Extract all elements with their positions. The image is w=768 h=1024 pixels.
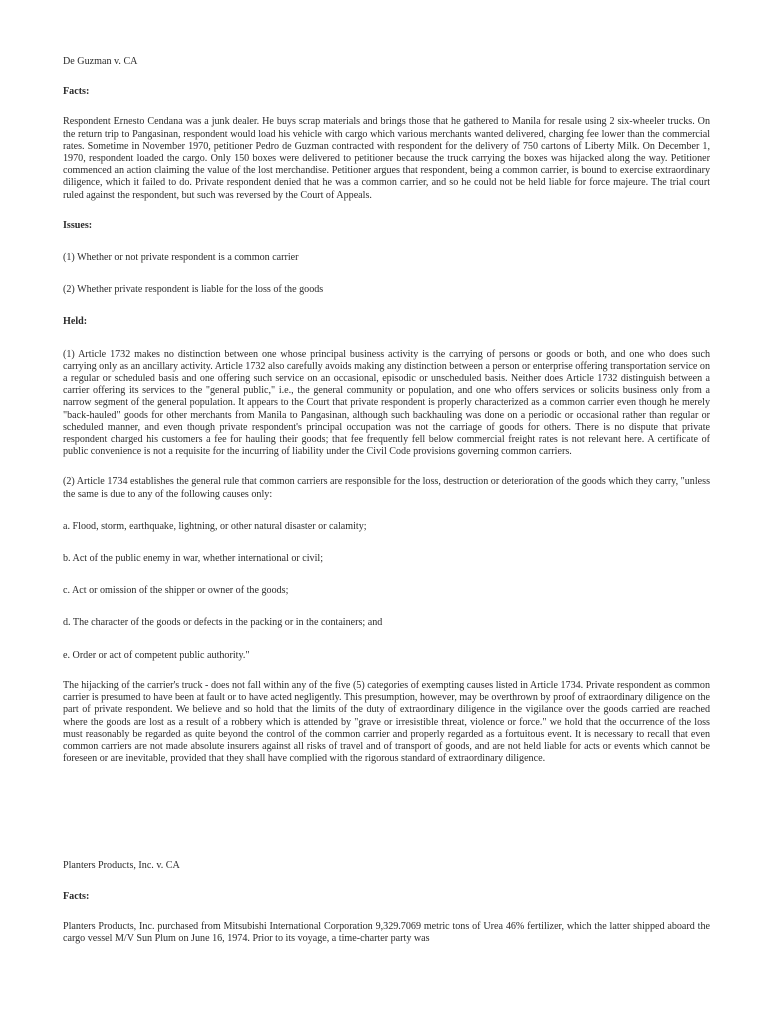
- exempting-cause-e: e. Order or act of competent public authority.": [63, 649, 250, 661]
- held-paragraph-1: (1) Article 1732 makes no distinction between one whose principal business activity is the carrying of persons or goods or both, and one who does such carrying only as an ancillary activity. Article 1732 also carefully avoids making any distinction between a person or enterprise offering transportation service on a regular or scheduled basis and one offering such service on an occasional, episodic or unscheduled basis. Neither does Article 1732 distinguish between a carrier offering its services to the "general public," i.e., the general community or population, and one who offers services or solicits business only from a narrow segment of the general population. It appears to the Court that private respondent is properly characterized as a common carrier even though he merely "back-hauled" goods for other merchants from Manila to Pangasinan, although such backhauling was done on a periodic or occasional rather than regular or scheduled manner, and even though private respondent's principal occupation was not the carriage of goods for others. There is no dispute that private respondent charged his customers a fee for hauling their goods; that fee frequently fell below commercial freight rates is not relevant here. A certificate of public convenience is not a requisite for the incurring of liability under the Civil Code provisions governing common carriers.: [63, 348, 710, 458]
- issue-2: (2) Whether private respondent is liable for the loss of the goods: [63, 284, 324, 296]
- issue-1: (1) Whether or not private respondent is a common carrier: [63, 252, 299, 264]
- facts-heading-2: Facts:: [63, 890, 90, 902]
- exempting-cause-a: a. Flood, storm, earthquake, lightning, or other natural disaster or calamity;: [63, 520, 367, 532]
- case-title: De Guzman v. CA: [63, 56, 138, 67]
- held-paragraph-3: The hijacking of the carrier's truck - does not fall within any of the five (5) categories of exempting causes listed in Article 1734. Private respondent as common carrier is presumed to have been at fault or to have acted negligently. This presumption, however, may be overthrown by proof of extraordinary diligence on the part of private respondent. We believe and so hold that the limits of the duty of extraordinary diligence in the vigilance over the goods carried are reached where the goods are lost as a result of a robbery which is attended by "grave or irresistible threat, violence or force." we hold that the occurrence of the loss must reasonably be regarded as quite beyond the control of the common carrier and properly regarded as a fortuitous event. It is necessary to recall that even common carriers are not made absolute insurers against all risks of travel and of transport of goods, and are not held liable for acts or events which cannot be foreseen or are inevitable, provided that they shall have complied with the rigorous standard of extraordinary diligence.: [63, 679, 710, 765]
- facts-heading: Facts:: [63, 86, 90, 98]
- facts-paragraph-2: Planters Products, Inc. purchased from Mitsubishi International Corporation 9,329.7069 metric tons of Urea 46% fertilizer, which the latter shipped aboard the cargo vessel M/V Sun Plum on June 16, 1974. Prior to its voyage, a time-charter party was: [63, 920, 710, 944]
- held-heading: Held:: [63, 316, 88, 328]
- exempting-cause-c: c. Act or omission of the shipper or owner of the goods;: [63, 585, 289, 597]
- exempting-cause-b: b. Act of the public enemy in war, whether international or civil;: [63, 553, 323, 565]
- facts-paragraph: Respondent Ernesto Cendana was a junk dealer. He buys scrap materials and brings those that he gathered to Manila for resale using 2 six-wheeler trucks. On the return trip to Pangasinan, respondent would load his vehicle with cargo which various merchants wanted delivered, charging fee lower than the commercial rates. Sometime in November 1970, petitioner Pedro de Guzman contracted with respondent for the delivery of 750 cartons of Liberty Milk. On December 1, 1970, respondent loaded the cargo. Only 150 boxes were delivered to petitioner because the truck carrying the boxes was hijacked along the way. Petitioner commenced an action claiming the value of the lost merchandise. Petitioner argues that respondent, being a common carrier, is bound to exercise extraordinary diligence, which it failed to do. Private respondent denied that he was a common carrier, and so he could not be held liable for force majeure. The trial court ruled against the respondent, but such was reversed by the Court of Appeals.: [63, 116, 710, 201]
- issues-heading: Issues:: [63, 219, 93, 231]
- held-paragraph-2: (2) Article 1734 establishes the general rule that common carriers are responsible for the loss, destruction or deterioration of the goods which they carry, "unless the same is due to any of the following causes only:: [63, 476, 710, 500]
- exempting-cause-d: d. The character of the goods or defects in the packing or in the containers; and: [63, 617, 383, 629]
- case-title-2: Planters Products, Inc. v. CA: [63, 860, 180, 872]
